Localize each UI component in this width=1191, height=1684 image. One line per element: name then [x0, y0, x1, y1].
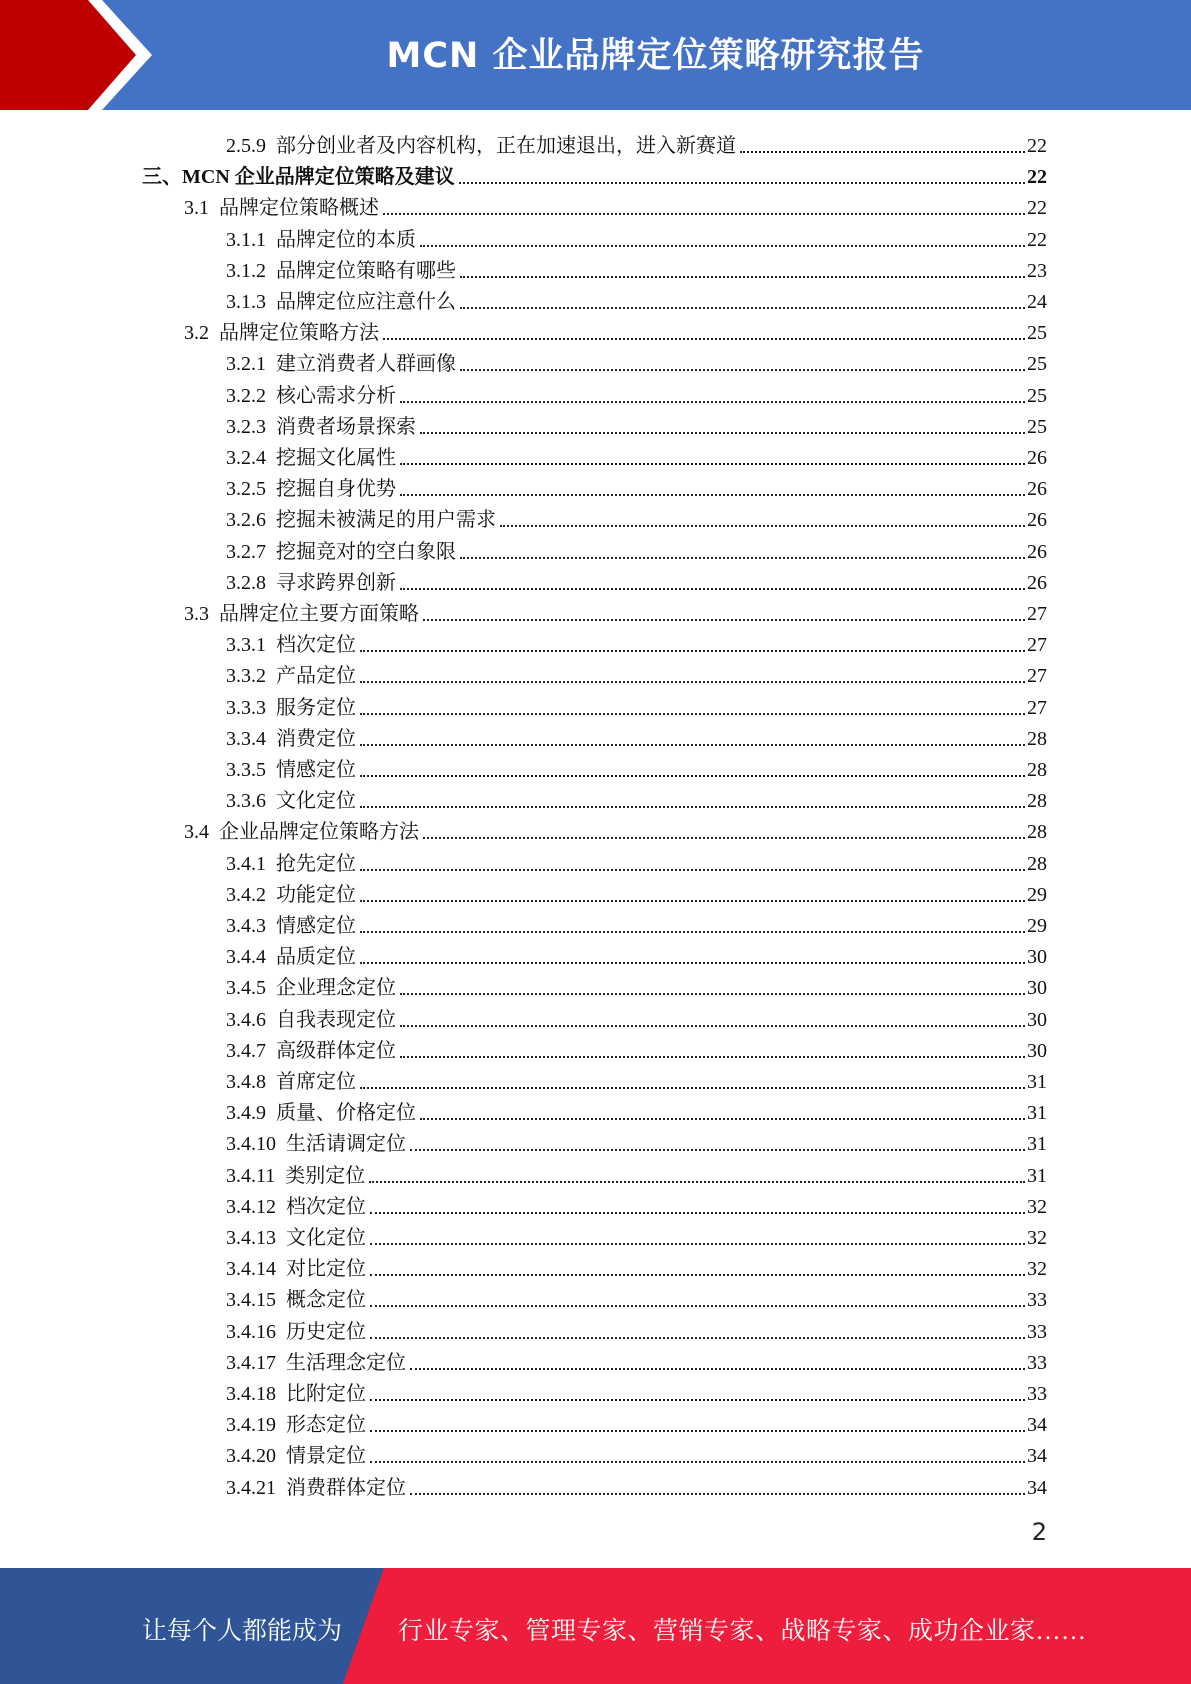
toc-dot-leader	[370, 1337, 1025, 1339]
toc-dot-leader	[400, 494, 1025, 496]
toc-entry[interactable]	[184, 595, 1047, 626]
toc-entry-page: 28	[1027, 821, 1047, 844]
toc-entry-page: 26	[1027, 571, 1047, 594]
toc-dot-leader	[460, 369, 1025, 371]
toc-entry-title: 消费定位	[276, 727, 356, 750]
toc-entry-page: 22	[1027, 228, 1047, 251]
toc-entry-number: 3.4.16	[226, 1320, 276, 1343]
page-footer	[0, 1568, 1191, 1684]
toc-entry-title: 挖掘未被满足的用户需求	[276, 509, 496, 532]
toc-entry-page: 33	[1027, 1320, 1047, 1343]
toc-entry-title: 比附定位	[286, 1383, 366, 1405]
toc-entry-title: 挖掘文化属性	[276, 447, 396, 469]
toc-entry-page: 26	[1027, 540, 1047, 563]
toc-entry-page: 31	[1027, 1133, 1047, 1156]
toc-entry-title: 档次定位	[286, 1195, 366, 1218]
toc-entry-title: 核心需求分析	[276, 384, 396, 407]
page-number: 2	[1031, 1518, 1047, 1546]
toc-entry-page: 26	[1027, 509, 1047, 532]
toc-dot-leader	[370, 1305, 1025, 1307]
toc-entry-title: 概念定位	[286, 1289, 366, 1312]
toc-entry-number: 3.3.1	[226, 634, 266, 657]
toc-entry-title: MCN 企业品牌定位策略及建议	[182, 166, 455, 189]
toc-dot-leader	[420, 1118, 1025, 1120]
toc-entry-title: 产品定位	[276, 665, 356, 688]
toc-entry-title: 对比定位	[286, 1258, 366, 1281]
toc-entry[interactable]	[226, 782, 1047, 813]
toc-entry-title: 情景定位	[286, 1445, 366, 1468]
toc-entry-title: 寻求跨界创新	[276, 571, 396, 594]
toc-entry-page: 30	[1027, 1039, 1047, 1062]
toc-entry-title: 文化定位	[276, 790, 356, 813]
toc-entry-page: 23	[1027, 259, 1047, 282]
toc-entry[interactable]	[226, 1219, 1047, 1250]
toc-entry-page: 29	[1027, 883, 1047, 906]
toc-dot-leader	[370, 1461, 1025, 1463]
toc-entry-page: 25	[1027, 322, 1047, 345]
toc-entry[interactable]	[226, 501, 1047, 532]
toc-entry-number: 3.2.3	[226, 415, 266, 438]
toc-entry-page: 28	[1027, 852, 1047, 875]
toc-entry-number: 3.3.3	[226, 696, 266, 719]
toc-entry[interactable]	[226, 470, 1047, 501]
toc-entry-title: 建立消费者人群画像	[276, 353, 456, 376]
toc-dot-leader	[370, 1243, 1025, 1245]
toc-entry-title: 生活请调定位	[286, 1133, 406, 1156]
toc-dot-leader	[423, 837, 1025, 839]
toc-entry-title: 档次定位	[276, 634, 356, 657]
toc-entry-page: 33	[1027, 1351, 1047, 1374]
toc-entry-number: 3.1.2	[226, 259, 266, 282]
toc-dot-leader	[360, 1087, 1025, 1089]
toc-entry-number: 3.4.13	[226, 1227, 276, 1249]
toc-entry-number: 3.4.3	[226, 915, 266, 937]
toc-entry-number: 3.3.6	[226, 790, 266, 813]
toc-entry[interactable]	[226, 1406, 1047, 1437]
toc-dot-leader	[500, 525, 1025, 527]
toc-entry[interactable]	[226, 1063, 1047, 1094]
toc-entry-number: 3.1.1	[226, 228, 266, 251]
toc-entry-number: 3.4.6	[226, 1008, 266, 1031]
toc-dot-leader	[360, 744, 1025, 746]
toc-entry-title: 服务定位	[276, 696, 356, 719]
toc-entry-number: 3.4.14	[226, 1258, 276, 1281]
toc-dot-leader	[369, 1181, 1025, 1183]
toc-entry-title: 类别定位	[285, 1164, 366, 1187]
toc-entry[interactable]	[226, 439, 1047, 470]
toc-entry-number: 3.4.10	[226, 1133, 276, 1156]
toc-dot-leader	[740, 151, 1025, 153]
toc-entry-page: 27	[1027, 603, 1047, 625]
toc-entry-number: 3.4.20	[226, 1445, 276, 1468]
toc-dot-leader	[420, 245, 1025, 247]
toc-entry-number: 3.1	[184, 197, 209, 220]
toc-entry-page: 25	[1027, 415, 1047, 438]
toc-entry-number: 三、	[142, 166, 182, 189]
toc-entry-title: 品牌定位主要方面策略	[219, 603, 419, 625]
toc-dot-leader	[360, 775, 1025, 777]
toc-entry-number: 3.4.2	[226, 883, 266, 906]
toc-dot-leader	[360, 681, 1025, 683]
toc-entry[interactable]	[184, 813, 1047, 844]
toc-entry-number: 3.2.8	[226, 571, 266, 594]
toc-entry[interactable]	[226, 1188, 1047, 1219]
toc-entry-number: 2.5.9	[226, 135, 266, 157]
toc-dot-leader	[360, 931, 1025, 933]
toc-dot-leader	[360, 900, 1025, 902]
toc-entry-title: 自我表现定位	[276, 1008, 396, 1031]
toc-entry-page: 32	[1027, 1258, 1047, 1281]
toc-entry[interactable]	[184, 189, 1047, 220]
toc-entry-page: 34	[1027, 1414, 1047, 1437]
toc-entry-number: 3.2.4	[226, 447, 266, 469]
toc-dot-leader	[360, 713, 1025, 715]
page-title: MCN 企业品牌定位策略研究报告	[386, 36, 925, 76]
toc-entry[interactable]	[226, 283, 1047, 314]
toc-dot-leader	[410, 1368, 1025, 1370]
toc-entry[interactable]	[226, 377, 1047, 408]
toc-entry-page: 26	[1027, 478, 1047, 501]
toc-entry[interactable]	[226, 1250, 1047, 1281]
toc-entry-number: 3.4.21	[226, 1476, 276, 1499]
toc-entry-page: 28	[1027, 790, 1047, 813]
toc-dot-leader	[360, 869, 1025, 871]
toc-entry-page: 31	[1027, 1164, 1047, 1187]
toc-dot-leader	[370, 1399, 1025, 1401]
toc-dot-leader	[460, 307, 1025, 309]
toc-entry-number: 3.4.17	[226, 1351, 276, 1374]
toc-dot-leader	[459, 182, 1025, 184]
toc-entry[interactable]	[226, 1437, 1047, 1468]
toc-entry[interactable]	[226, 533, 1047, 564]
toc-entry[interactable]	[226, 1375, 1047, 1406]
footer-slogan-left: 让每个人都能成为	[142, 1618, 343, 1645]
toc-entry-number: 3.4.7	[226, 1039, 266, 1062]
toc-entry[interactable]	[226, 252, 1047, 283]
toc-entry-title: 挖掘竞对的空白象限	[276, 540, 456, 563]
toc-dot-leader	[400, 1056, 1025, 1058]
toc-entry-title: 质量、价格定位	[276, 1102, 416, 1125]
toc-entry-number: 3.3.4	[226, 727, 266, 750]
toc-dot-leader	[383, 213, 1025, 215]
toc-entry-title: 消费群体定位	[286, 1476, 406, 1499]
toc-entry-number: 3.4.15	[226, 1289, 276, 1312]
toc-entry-page: 33	[1027, 1383, 1047, 1405]
toc-entry[interactable]	[226, 720, 1047, 751]
toc-entry-number: 3.4.11	[226, 1164, 276, 1187]
toc-dot-leader	[460, 557, 1025, 559]
toc-entry-title: 文化定位	[286, 1227, 366, 1249]
toc-dot-leader	[360, 650, 1025, 652]
toc-entry-number: 3.3.5	[226, 759, 266, 781]
toc-entry-title: 品牌定位策略方法	[219, 322, 379, 345]
toc-entry-number: 3.2.5	[226, 478, 266, 501]
toc-dot-leader	[400, 401, 1025, 403]
toc-entry-title: 情感定位	[276, 915, 356, 937]
toc-entry-page: 27	[1027, 634, 1047, 657]
toc-entry-number: 3.4.12	[226, 1195, 276, 1218]
toc-entry-title: 情感定位	[276, 759, 356, 781]
toc-dot-leader	[423, 619, 1025, 621]
toc-entry[interactable]	[226, 1469, 1047, 1500]
toc-entry-page: 30	[1027, 977, 1047, 1000]
toc-entry-page: 22	[1027, 197, 1047, 220]
toc-entry[interactable]	[226, 1313, 1047, 1344]
toc-entry[interactable]	[226, 969, 1047, 1000]
footer-slogan-right: 行业专家、管理专家、营销专家、战略专家、成功企业家……	[398, 1618, 1087, 1645]
toc-entry[interactable]	[226, 408, 1047, 439]
toc-entry[interactable]	[226, 1281, 1047, 1312]
toc-entry[interactable]	[226, 751, 1047, 782]
toc-entry-title: 首席定位	[276, 1071, 356, 1093]
toc-entry[interactable]	[226, 1001, 1047, 1032]
toc-entry-number: 3.3	[184, 603, 209, 625]
toc-entry[interactable]	[226, 938, 1047, 969]
toc-entry-page: 27	[1027, 696, 1047, 719]
toc-entry-number: 3.3.2	[226, 665, 266, 688]
toc-entry-title: 品牌定位应注意什么	[276, 291, 456, 313]
toc-dot-leader	[400, 1025, 1025, 1027]
toc-entry-page: 28	[1027, 759, 1047, 781]
toc-entry[interactable]	[226, 1094, 1047, 1125]
toc-dot-leader	[360, 962, 1025, 964]
toc-dot-leader	[370, 1274, 1025, 1276]
toc-entry-title: 挖掘自身优势	[276, 478, 396, 501]
toc-entry-title: 历史定位	[286, 1320, 366, 1343]
toc-entry-title: 品牌定位的本质	[276, 228, 416, 251]
toc-entry-title: 高级群体定位	[276, 1039, 396, 1062]
toc-entry[interactable]	[142, 158, 1047, 189]
toc-entry-page: 24	[1027, 291, 1047, 313]
toc-entry[interactable]	[226, 127, 1047, 158]
toc-entry-number: 3.4.18	[226, 1383, 276, 1405]
toc-entry[interactable]	[226, 657, 1047, 688]
toc-entry-title: 消费者场景探索	[276, 415, 416, 438]
toc-entry-number: 3.4	[184, 821, 209, 844]
toc-entry[interactable]	[226, 1125, 1047, 1156]
toc-entry-page: 28	[1027, 727, 1047, 750]
toc-dot-leader	[383, 338, 1025, 340]
toc-entry[interactable]	[226, 345, 1047, 376]
toc-entry-title: 品质定位	[276, 946, 356, 969]
toc-dot-leader	[400, 993, 1025, 995]
toc-entry[interactable]	[226, 845, 1047, 876]
toc-entry-page: 30	[1027, 1008, 1047, 1031]
toc-entry[interactable]	[226, 626, 1047, 657]
toc-entry-number: 3.2.1	[226, 353, 266, 376]
toc-dot-leader	[420, 432, 1025, 434]
toc-entry-page: 25	[1027, 384, 1047, 407]
toc-entry-number: 3.4.4	[226, 946, 266, 969]
toc-dot-leader	[400, 463, 1025, 465]
toc-entry[interactable]	[226, 1032, 1047, 1063]
toc-entry[interactable]	[184, 314, 1047, 345]
toc-entry-page: 33	[1027, 1289, 1047, 1312]
toc-entry-page: 32	[1027, 1227, 1047, 1249]
toc-entry[interactable]	[226, 689, 1047, 720]
toc-entry-page: 34	[1027, 1476, 1047, 1499]
toc-dot-leader	[410, 1149, 1025, 1151]
toc-entry-page: 30	[1027, 946, 1047, 969]
toc-entry-page: 27	[1027, 665, 1047, 688]
toc-entry[interactable]	[226, 221, 1047, 252]
toc-entry-page: 22	[1027, 135, 1047, 157]
page-header	[0, 0, 1191, 110]
toc-entry-number: 3.2.6	[226, 509, 266, 532]
toc-entry-number: 3.2.2	[226, 384, 266, 407]
toc-entry-page: 29	[1027, 915, 1047, 937]
toc-entry-title: 形态定位	[286, 1414, 366, 1437]
toc-entry-page: 32	[1027, 1195, 1047, 1218]
toc-entry-page: 31	[1027, 1102, 1047, 1125]
toc-entry-number: 3.4.8	[226, 1071, 266, 1093]
toc-dot-leader	[370, 1212, 1025, 1214]
toc-entry-page: 34	[1027, 1445, 1047, 1468]
toc-entry-title: 企业品牌定位策略方法	[219, 821, 419, 844]
toc-entry-page: 26	[1027, 447, 1047, 469]
toc-entry-page: 31	[1027, 1071, 1047, 1093]
toc-entry-title: 生活理念定位	[286, 1351, 406, 1374]
toc-dot-leader	[400, 588, 1025, 590]
toc-dot-leader	[370, 1430, 1025, 1432]
toc-entry-title: 功能定位	[276, 883, 356, 906]
toc-entry-page: 25	[1027, 353, 1047, 376]
toc-entry[interactable]	[226, 876, 1047, 907]
toc-entry-title: 部分创业者及内容机构，正在加速退出，进入新赛道	[276, 135, 736, 157]
toc-dot-leader	[360, 806, 1025, 808]
toc-entry-page: 22	[1027, 166, 1047, 189]
toc-entry-title: 企业理念定位	[276, 977, 396, 1000]
toc-entry-number: 3.2.7	[226, 540, 266, 563]
toc-entry-title: 品牌定位策略概述	[219, 197, 379, 220]
toc-entry-number: 3.4.5	[226, 977, 266, 1000]
toc-entry-title: 品牌定位策略有哪些	[276, 259, 456, 282]
toc-entry-number: 3.4.9	[226, 1102, 266, 1125]
toc-dot-leader	[460, 276, 1025, 278]
toc-entry-number: 3.1.3	[226, 291, 266, 313]
toc-entry-title: 抢先定位	[276, 852, 356, 875]
toc-entry-number: 3.4.19	[226, 1414, 276, 1437]
toc-entry[interactable]	[226, 1157, 1047, 1188]
toc-entry[interactable]	[226, 564, 1047, 595]
toc-entry[interactable]	[226, 1344, 1047, 1375]
toc-entry-number: 3.4.1	[226, 852, 266, 875]
toc-entry-number: 3.2	[184, 322, 209, 345]
toc-dot-leader	[410, 1493, 1025, 1495]
toc-entry[interactable]	[226, 907, 1047, 938]
